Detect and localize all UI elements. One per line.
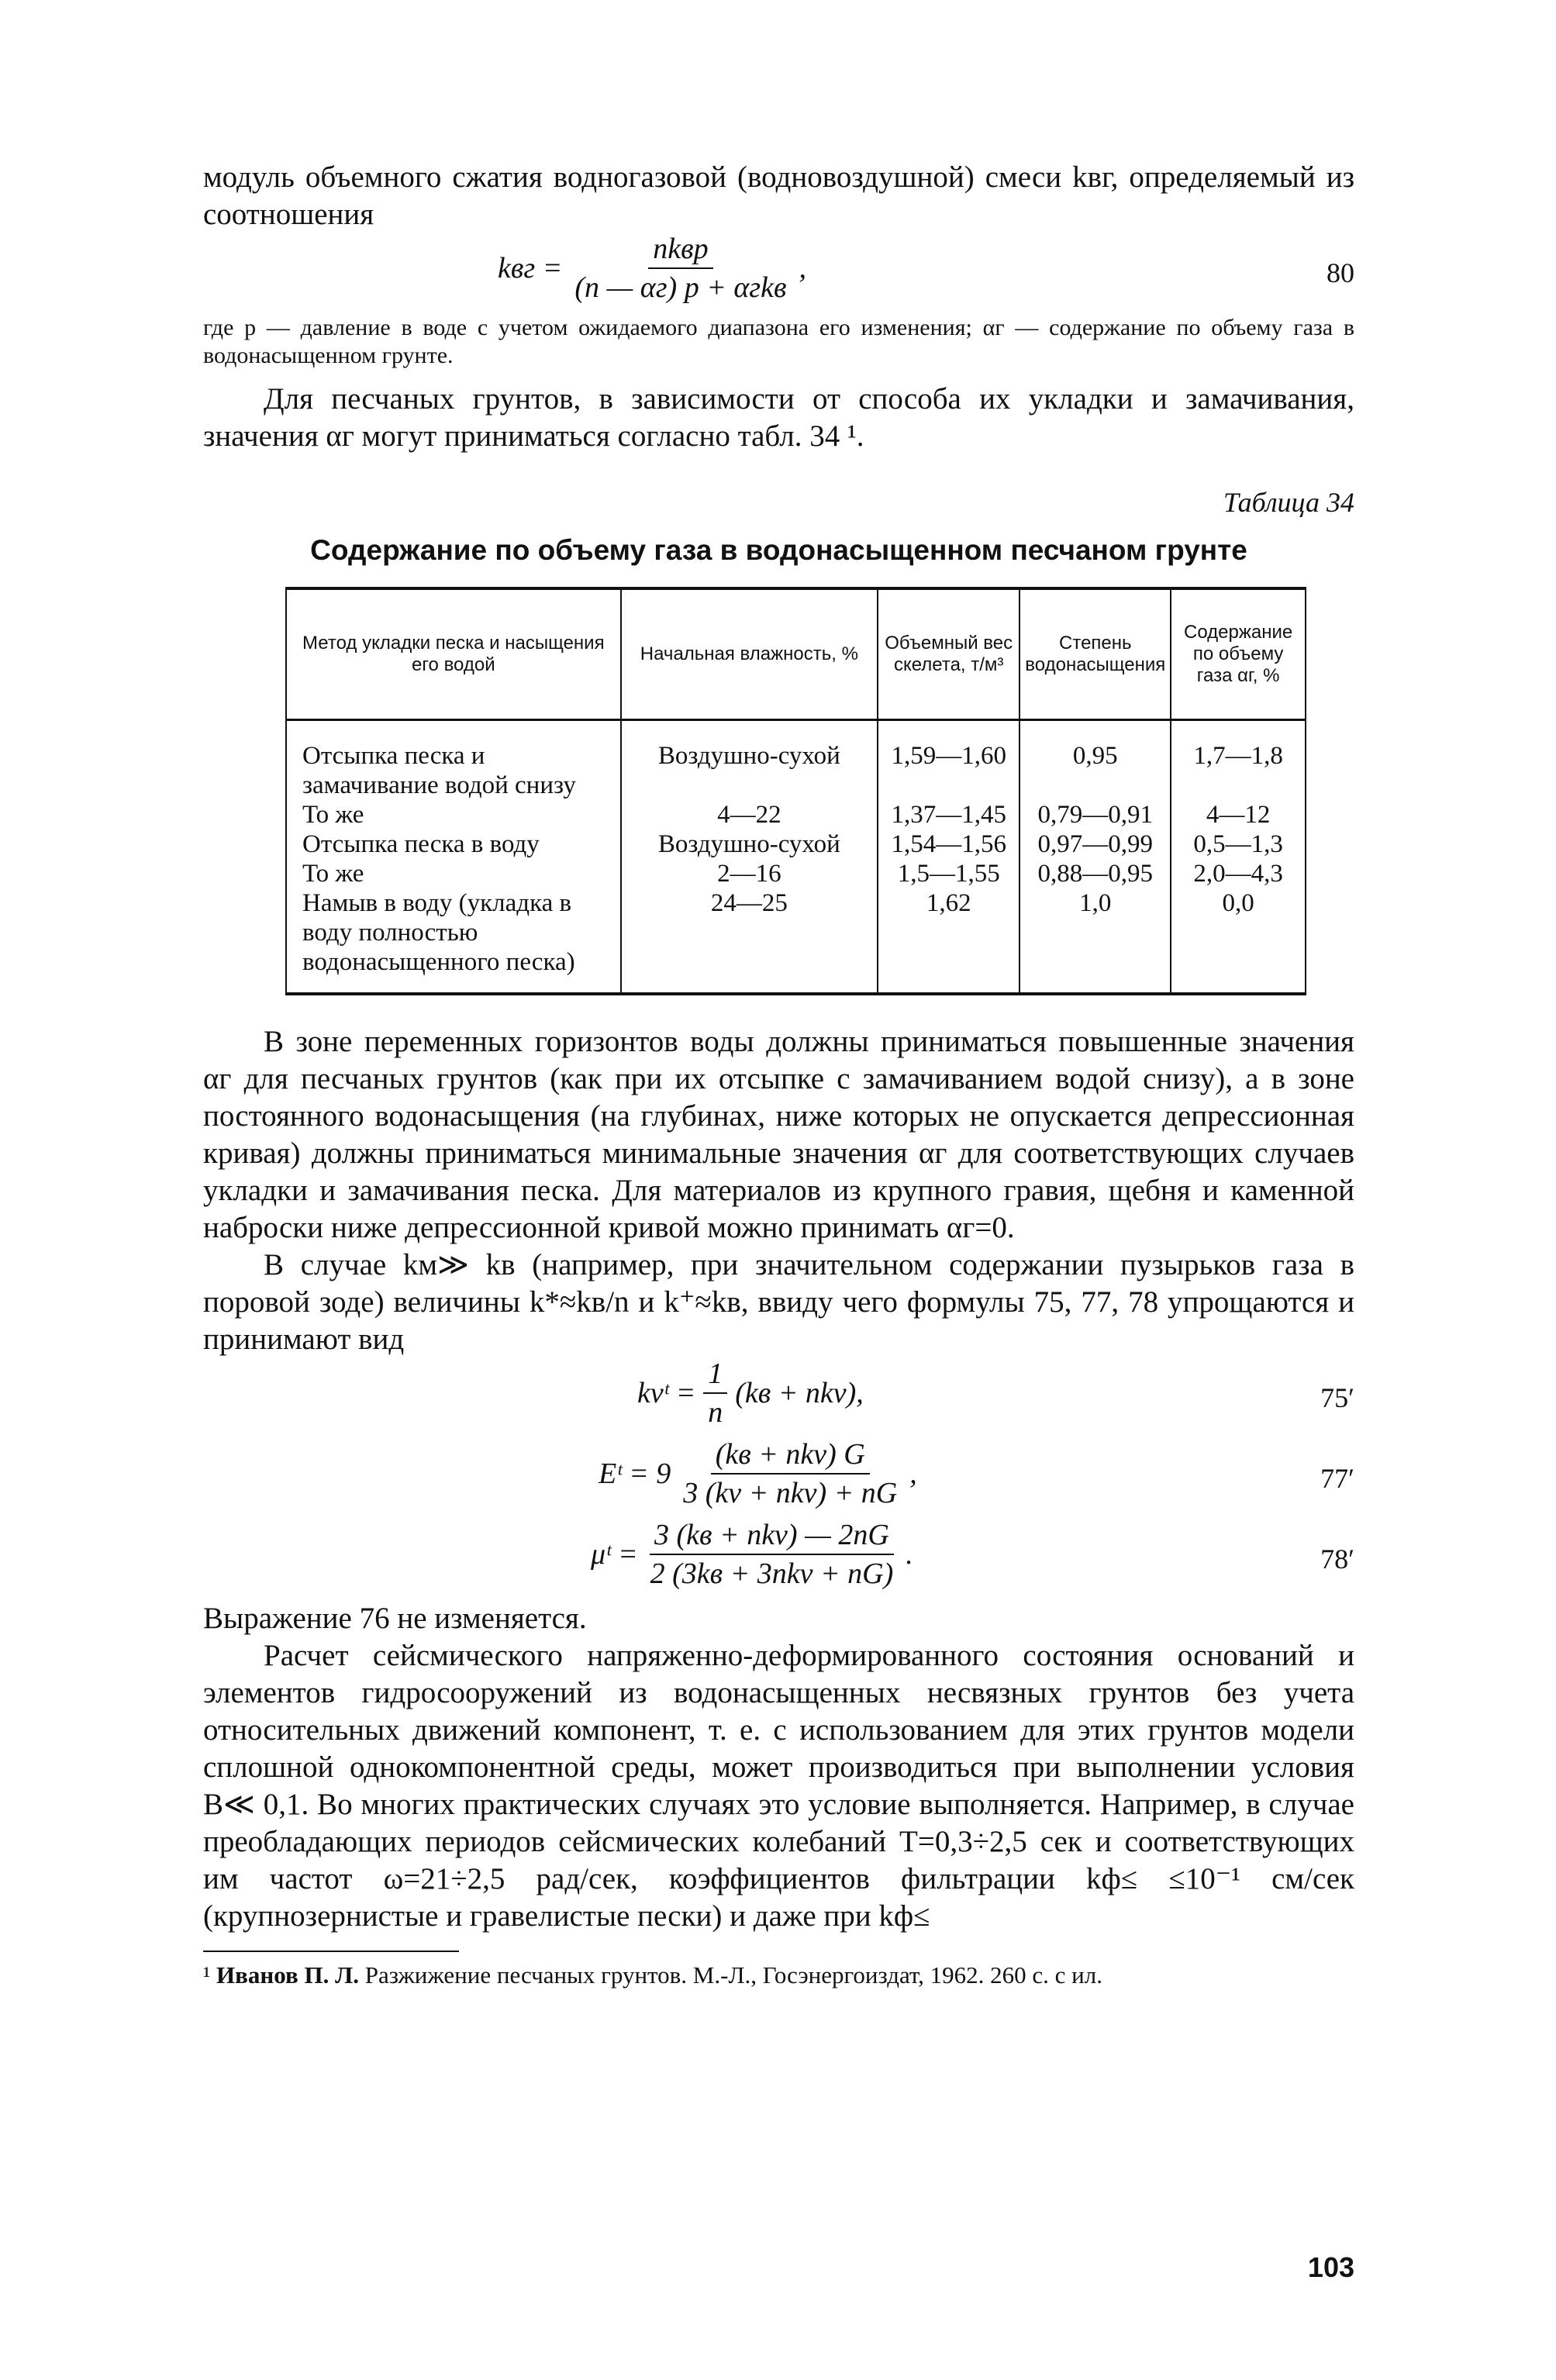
cell-method: Отсыпка песка и замачивание водой снизу <box>286 720 621 801</box>
cell-density: 1,54—1,56 <box>878 830 1020 859</box>
cell-density: 1,5—1,55 <box>878 859 1020 888</box>
header-saturation: Степень водонасыщения <box>1020 588 1171 720</box>
formula-80-number: 80 <box>1327 257 1354 288</box>
formula-75 <box>203 1358 1354 1439</box>
formula-75-expression <box>637 1358 864 1428</box>
footnote-author: Иванов П. Л. <box>216 1961 359 1989</box>
formula-80-fraction <box>570 233 791 303</box>
table-row <box>286 800 1306 830</box>
cell-moisture: Воздушно-сухой <box>621 720 878 801</box>
formula-75-lhs: kvᵗ = <box>637 1377 696 1409</box>
cell-gas-content: 4—12 <box>1171 800 1306 830</box>
cell-gas-content: 2,0—4,3 <box>1171 859 1306 888</box>
table-row <box>286 888 1306 994</box>
formula-80-tail: , <box>799 252 806 285</box>
table-header-row <box>286 588 1306 720</box>
formula-80-lhs: kвг = <box>498 252 563 285</box>
cell-method: То же <box>286 859 621 888</box>
footnote-text: Разжижение песчаных грунтов. М.-Л., Госэнергоиздат, 1962. 260 с. с ил. <box>364 1961 1102 1989</box>
cell-density: 1,59—1,60 <box>878 720 1020 801</box>
formula-78-number: 78′ <box>1320 1544 1354 1575</box>
formula-75-fraction <box>703 1358 727 1428</box>
table-caption: Таблица 34 <box>1223 487 1354 518</box>
paragraph-4: В случае kм≫ kв (например, при значительном содержании пузырьков газа в поровой зоде) величины k*≈kв/n и k⁺≈kв, ввиду чего формулы 75, 77, 78 упрощаются и принимают вид <box>203 1248 1354 1356</box>
footnote-divider <box>203 1951 459 1952</box>
formula-75-number: 75′ <box>1320 1382 1354 1413</box>
page-content <box>203 159 1354 1991</box>
where-clause: где p — давление в воде с учетом ожидаемого диапазона его изменения; αг — содержание по объему газа в водонасыщенном грунте. <box>203 315 1354 368</box>
formula-78-expression <box>591 1519 913 1589</box>
header-moisture: Начальная влажность, % <box>621 588 878 720</box>
paragraph-5: Выражение 76 не изменяется. <box>203 1602 587 1635</box>
header-density: Объемный вес скелета, т/м³ <box>878 588 1020 720</box>
cell-gas-content: 0,0 <box>1171 888 1306 994</box>
formula-78-numerator: 3 (kв + nkv) — 2nG <box>650 1519 894 1555</box>
formula-78-lhs: μᵗ = <box>591 1538 638 1571</box>
header-gas-content: Содержание по объему газа αг, % <box>1171 588 1306 720</box>
table-row <box>286 830 1306 859</box>
cell-method: Отсыпка песка в воду <box>286 830 621 859</box>
cell-gas-content: 0,5—1,3 <box>1171 830 1306 859</box>
cell-saturation: 0,95 <box>1020 720 1171 801</box>
formula-78 <box>203 1519 1354 1600</box>
formula-77-expression <box>599 1439 917 1509</box>
formula-78-fraction <box>646 1519 899 1589</box>
formula-75-numerator: 1 <box>703 1358 727 1394</box>
paragraph-3: В зоне переменных горизонтов воды должны приниматься повышенные значения αг для песчаных грунтов (как при их отсыпке с замачиванием водой снизу), а в зоне постоянного водонасыщения (на глубинах, ниже которых не опускается депрессионная кривая) должны приниматься минимальные значения αг для соответствующих случаев укладки и замачивания песка. Для материалов из крупного гравия, щебня и каменной наброски ниже депрессионной кривой можно принимать αг=0. <box>203 1025 1354 1244</box>
cell-method: Намыв в воду (укладка в воду полностью водонасыщенного песка) <box>286 888 621 994</box>
intro-paragraph: модуль объемного сжатия водногазовой (водновоздушной) смеси kвг, определяемый из соотношения <box>203 160 1354 231</box>
formula-77-lhs: Eᵗ = 9 <box>599 1457 671 1490</box>
cell-density: 1,62 <box>878 888 1020 994</box>
cell-moisture: 24—25 <box>621 888 878 994</box>
footnote-mark: ¹ <box>203 1961 211 1989</box>
cell-saturation: 0,88—0,95 <box>1020 859 1171 888</box>
header-method: Метод укладки песка и насыщения его водой <box>286 588 621 720</box>
cell-moisture: Воздушно-сухой <box>621 830 878 859</box>
formula-77-fraction <box>678 1439 902 1509</box>
formula-77-numerator: (kв + nkv) G <box>711 1439 870 1475</box>
formula-80-numerator: nkвp <box>648 233 712 269</box>
paragraph-6: Расчет сейсмического напряженно-деформированного состояния оснований и элементов гидросооружений из водонасыщенных несвязных грунтов без учета относительных движений компонент, т. е. с использованием для этих грунтов модели сплошной однокомпонентной среды, может производиться при выполнении условия B≪ 0,1. Во многих практических случаях это условие выполняется. Например, в случае преобладающих периодов сейсмических колебаний T=0,3÷2,5 сек и соответствующих им частот ω=21÷2,5 рад/сек, коэффициентов фильтрации kф≤ ≤10⁻¹ см/сек (крупнозернистые и гравелистые пески) и даже при kф≤ <box>203 1639 1354 1933</box>
formula-80-denominator: (n — αг) p + αгkв <box>574 271 787 304</box>
footnote <box>203 1960 1354 1991</box>
formula-75-tail: (kв + nkv), <box>735 1377 864 1409</box>
cell-method: То же <box>286 800 621 830</box>
formula-80 <box>203 233 1354 314</box>
cell-saturation: 0,79—0,91 <box>1020 800 1171 830</box>
formula-77 <box>203 1439 1354 1519</box>
cell-density: 1,37—1,45 <box>878 800 1020 830</box>
table-row <box>286 859 1306 888</box>
cell-gas-content: 1,7—1,8 <box>1171 720 1306 801</box>
paragraph-2: Для песчаных грунтов, в зависимости от способа их укладки и замачивания, значения αг могут приниматься согласно табл. 34 ¹. <box>203 382 1354 453</box>
table-row <box>286 720 1306 801</box>
formula-78-tail: . <box>906 1538 913 1571</box>
page-number: 103 <box>1307 2251 1354 2283</box>
formula-77-tail: , <box>909 1457 917 1490</box>
cell-moisture: 2—16 <box>621 859 878 888</box>
cell-saturation: 1,0 <box>1020 888 1171 994</box>
formula-77-number: 77′ <box>1320 1463 1354 1494</box>
formula-78-denominator: 2 (3kв + 3nkv + nG) <box>650 1557 894 1590</box>
table-title: Содержание по объему газа в водонасыщенном песчаном грунте <box>310 534 1247 566</box>
gas-content-table <box>285 587 1306 995</box>
formula-80-expression <box>498 233 806 303</box>
formula-77-denominator: 3 (kv + nkv) + nG <box>683 1477 898 1509</box>
formula-75-denominator: n <box>708 1396 723 1429</box>
cell-saturation: 0,97—0,99 <box>1020 830 1171 859</box>
cell-moisture: 4—22 <box>621 800 878 830</box>
